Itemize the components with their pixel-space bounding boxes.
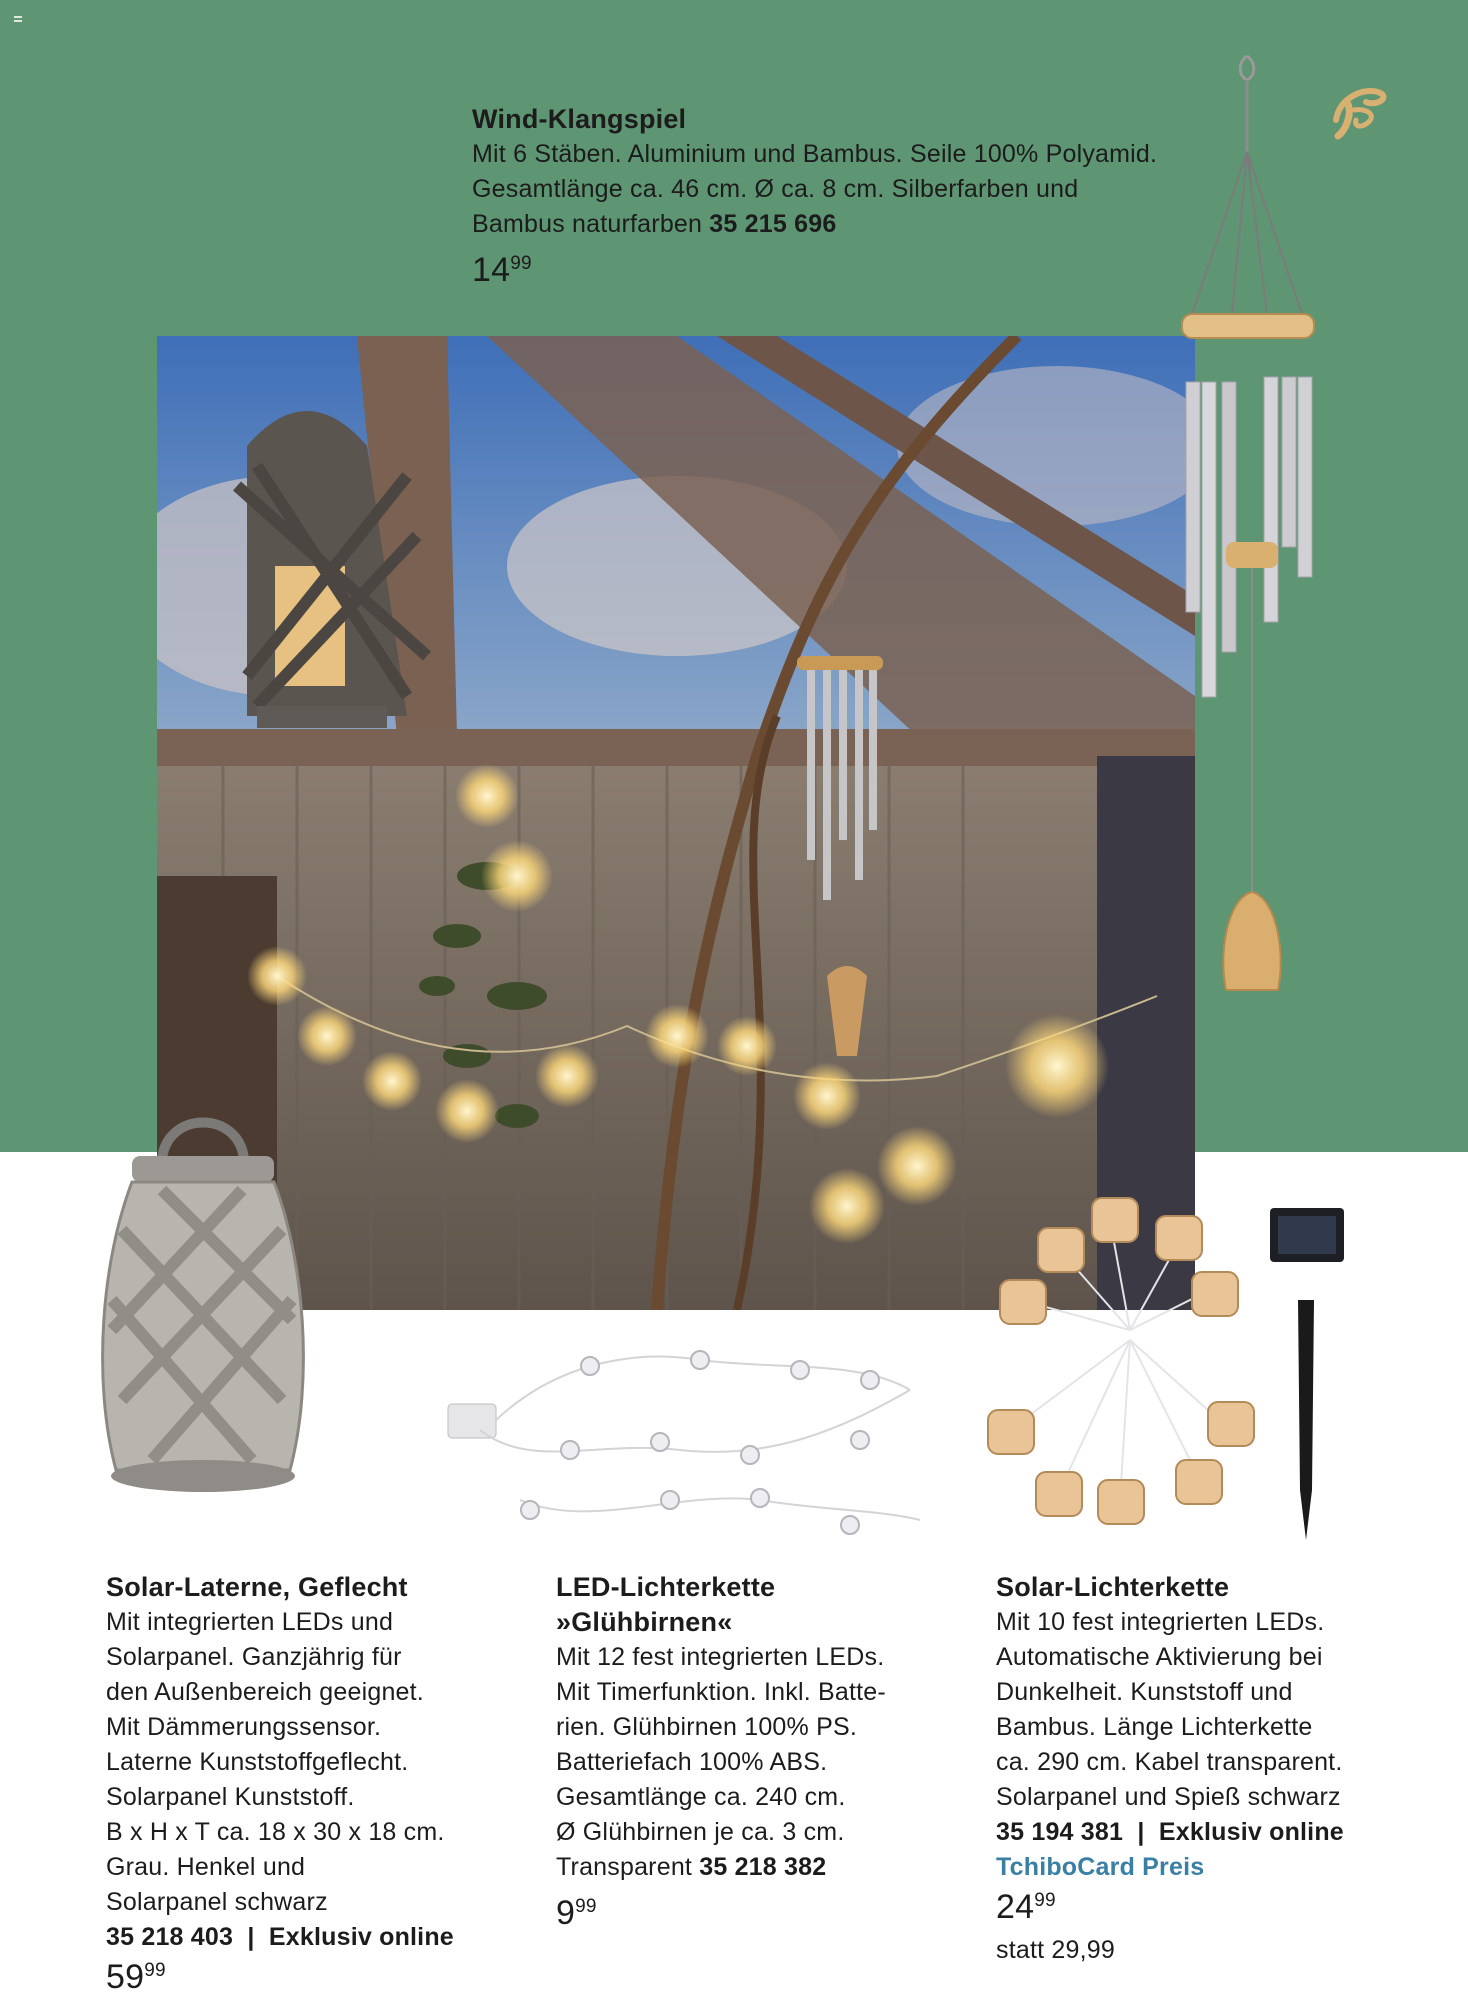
solar-chain-price: $24^{99}$: [996, 1888, 1056, 1926]
solar-chain-desc-line-6: Solarpanel und Spieß schwarz: [996, 1783, 1341, 1811]
lantern-desc-line-7: B x H x T ca. 18 x 30 x 18 cm.: [106, 1818, 445, 1846]
led-chain-desc-line-1: Mit 12 fest integrierten LEDs.: [556, 1643, 885, 1671]
led-chain-info: [556, 1570, 886, 1939]
lantern-title: Solar-Laterne, Geflecht: [106, 1572, 408, 1602]
led-chain-title-line-2: »Glühbirnen«: [556, 1607, 733, 1637]
led-chain-product-image: [440, 1320, 940, 1560]
solar-lantern-product-image: [92, 1100, 314, 1526]
solar-chain-title: Solar-Lichterkette: [996, 1572, 1230, 1602]
tchibocard-price-label: TchiboCard Preis: [996, 1853, 1205, 1881]
windchime-product-image: [1172, 52, 1322, 1002]
lantern-desc-line-2: Solarpanel. Ganzjährig für: [106, 1643, 402, 1671]
menu-lines-icon[interactable]: [14, 16, 22, 22]
solar-chain-desc-line-1: Mit 10 fest integrierten LEDs.: [996, 1608, 1325, 1636]
lantern-desc-line-3: den Außenbereich geeignet.: [106, 1678, 424, 1706]
lantern-desc-line-1: Mit integrierten LEDs und: [106, 1608, 394, 1636]
solar-chain-old-price: statt 29,99: [996, 1936, 1115, 1964]
solar-chain-desc-line-2: Automatische Aktivierung bei: [996, 1643, 1323, 1671]
led-chain-desc-line-6: Ø Glühbirnen je ca. 3 cm.: [556, 1818, 845, 1846]
windchime-article-number: 35 215 696: [709, 210, 837, 238]
led-chain-title-line-1: LED-Lichterkette: [556, 1572, 776, 1602]
tchibo-coffee-bean-logo-icon: [1326, 80, 1390, 140]
solar-chain-desc-line-5: ca. 290 cm. Kabel transparent.: [996, 1748, 1343, 1776]
lantern-article-line: 35 218 403 | Exklusiv online: [106, 1923, 454, 1951]
led-chain-desc-line-3: rien. Glühbirnen 100% PS.: [556, 1713, 858, 1741]
windchime-price: $14^{99}$: [472, 251, 532, 289]
lantern-desc-line-5: Laterne Kunststoffgeflecht.: [106, 1748, 409, 1776]
led-chain-desc-line-7: Transparent: [556, 1853, 693, 1881]
lantern-desc-line-8: Grau. Henkel und: [106, 1853, 306, 1881]
windchime-desc-line-1: Mit 6 Stäben. Aluminium und Bambus. Seile 100% Polyamid.: [472, 140, 1158, 168]
lantern-desc-line-9: Solarpanel schwarz: [106, 1888, 328, 1916]
led-chain-desc-line-5: Gesamtlänge ca. 240 cm.: [556, 1783, 846, 1811]
led-chain-desc-line-2: Mit Timerfunktion. Inkl. Batte-: [556, 1678, 886, 1706]
lantern-price: $59^{99}$: [106, 1958, 166, 1996]
led-chain-desc-line-4: Batteriefach 100% ABS.: [556, 1748, 828, 1776]
solar-chain-info: [996, 1570, 1344, 1968]
lantern-desc-line-4: Mit Dämmerungssensor.: [106, 1713, 382, 1741]
windchime-title: Wind-Klangspiel: [472, 104, 687, 134]
windchime-desc-line-3: Bambus naturfarben: [472, 210, 703, 238]
led-chain-price: $9^{99}$: [556, 1894, 597, 1932]
solar-chain-desc-line-3: Dunkelheit. Kunststoff und: [996, 1678, 1293, 1706]
lantern-info: [106, 1570, 454, 2000]
led-chain-article-number: 35 218 382: [699, 1853, 827, 1881]
windchime-desc-line-2: Gesamtlänge ca. 46 cm. Ø ca. 8 cm. Silberfarben und: [472, 175, 1079, 203]
solar-chain-product-image: [980, 1180, 1350, 1550]
solar-chain-article-line: 35 194 381 | Exklusiv online: [996, 1818, 1344, 1846]
windchime-info: [472, 102, 1157, 296]
lantern-desc-line-6: Solarpanel Kunststoff.: [106, 1783, 355, 1811]
solar-chain-desc-line-4: Bambus. Länge Lichterkette: [996, 1713, 1313, 1741]
